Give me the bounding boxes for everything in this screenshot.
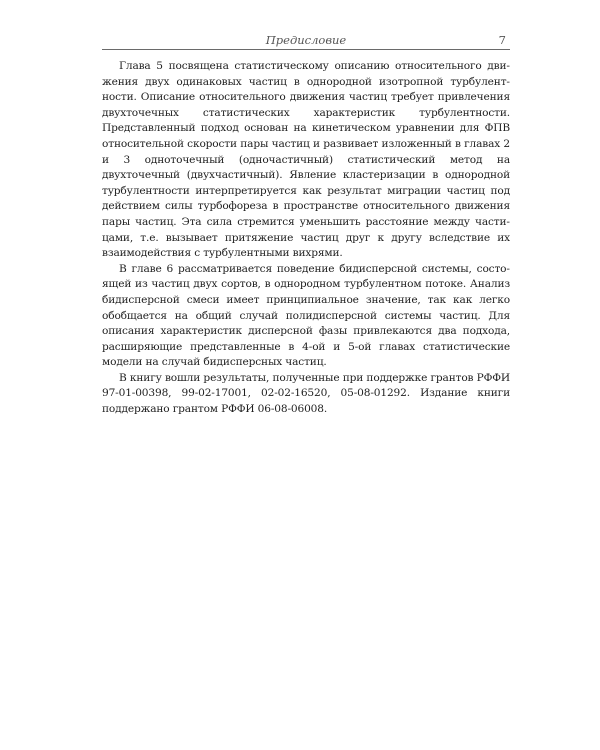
chapter-title: Предисловие	[265, 33, 347, 47]
paragraph-chapter-5: Глава 5 посвящена статистическому описанию относительного движения двух одинаковых частиц в однородной изотропной турбулентности. Описание относительного движения частиц требует привлечения двухточечных статистических характеристик турбулентности. Представленный подход основан на кинетическом уравнении для ФПВ относительной скорости пары частиц и развивает изложенный в главах 2 и 3 одноточечный (одночастичный) статистический метод на двухточечный (двухчастичный). Явление кластеризации в однородной турбулентности интерпретируется как результат миграции частиц под действием силы турбофореза в пространстве относительного движения пары частиц. Эта сила стремится уменьшить расстояние между частицами, т.е. вызывает притяжение частиц друг к другу вследствие их взаимодействия с турбулентными вихрями.	[102, 60, 510, 260]
page-number: 7	[498, 33, 506, 47]
running-header	[102, 33, 510, 50]
paragraph-grants: В книгу вошли результаты, полученные при поддержке грантов РФФИ 97-01-00398, 99-02-17001, 02-02-16520, 05-08-01292. Издание книги поддержано грантом РФФИ 06-08-06008.	[102, 371, 510, 416]
body-text	[102, 59, 510, 418]
paragraph-chapter-6: В главе 6 рассматривается поведение бидисперсной системы, состоящей из частиц двух сортов, в однородном турбулентном потоке. Анализ бидисперсной смеси имеет принципиальное значение, так как легко обобщается на общий случай полидисперсной системы частиц. Для описания характеристик дисперсной фазы привлекаются два подхода, расширяющие представленные в 4-ой и 5-ой главах статистические модели на случай бидисперсных частиц.	[102, 262, 510, 369]
